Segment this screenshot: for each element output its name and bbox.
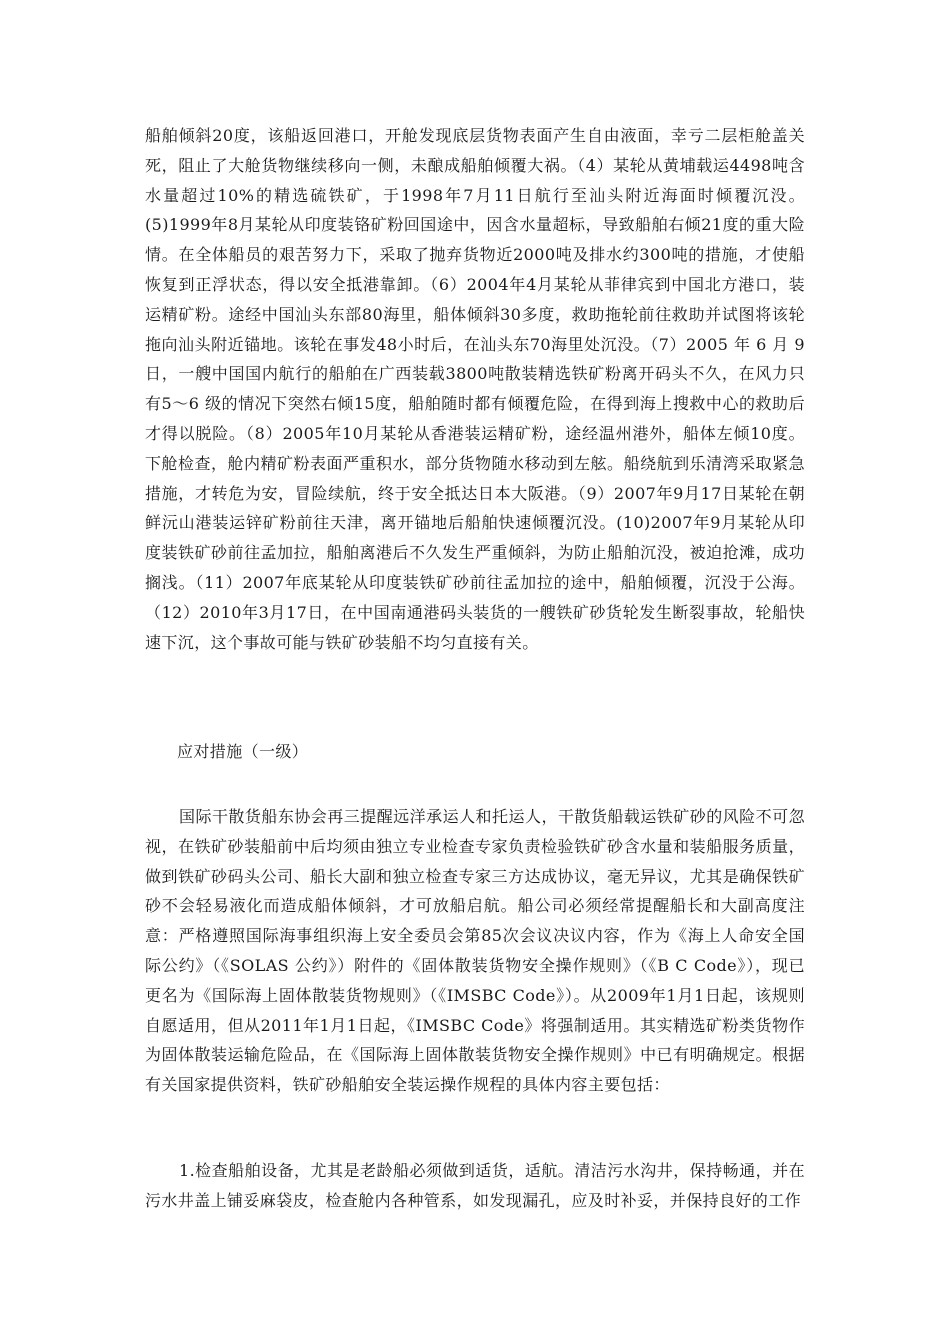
body-paragraph-incidents: 船舶倾斜20度，该船返回港口，开舱发现底层货物表面产生自由液面，幸亏二层柜舱盖关死，阻止了大舱货物继续移向一侧，未酿成船舶倾覆大祸。（4）某轮从黄埔载运4498吨含水量超过10%的精选硫铁矿，于1998年7月11日航行至汕头附近海面时倾覆沉没。(5)1999年8月某轮从印度装铬矿粉回国途中，因含水量超标，导致船舶右倾21度的重大险情。在全体船员的艰苦努力下，采取了抛弃货物近2000吨及排水约300吨的措施，才使船恢复到正浮状态，得以安全抵港靠卸。（6）2004年4月某轮从菲律宾到中国北方港口，装运精矿粉。途经中国汕头东部80海里，船体倾斜30多度，救助拖轮前往救助并试图将该轮拖向汕头附近锚地。该轮在事发48小时后，在汕头东70海里处沉没。（7）2005 年 6 月 9 日，一艘中国国内航行的船舶在广西装载3800吨散装精选铁矿粉离开码头不久，在风力只有5～6 级的情况下突然右倾15度，船舶随时都有倾覆危险，在得到海上搜救中心的救助后才得以脱险。（8）2005年10月某轮从香港装运精矿粉，途经温州港外，船体左倾10度。下舱检查，舱内精矿粉表面严重积水，部分货物随水移动到左舷。船绕航到乐清湾采取紧急措施，才转危为安，冒险续航，终于安全抵达日本大阪港。（9）2007年9月17日某轮在朝鲜沅山港装运锌矿粉前往天津，离开锚地后船舶快速倾覆沉没。(10)2007年9月某轮从印度装铁矿砂前往孟加拉，船舶离港后不久发生严重倾斜，为防止船舶沉没，被迫抢滩，成功搁浅。（11）2007年底某轮从印度装铁矿砂前往孟加拉的途中，船舶倾覆，沉没于公海。（12）2010年3月17日，在中国南通港码头装货的一艘铁矿砂货轮发生断裂事故，轮船快速下沉，这个事故可能与铁矿砂装船不均匀直接有关。: [145, 126, 805, 652]
body-paragraph-step-1: 1.检查船舶设备，尤其是老龄船必须做到适货，适航。清洁污水沟井，保持畅通，并在污水井盖上铺妥麻袋皮，检查舱内各种管系，如发现漏孔，应及时补妥，并保持良好的工作: [145, 1161, 805, 1210]
body-paragraph-measures: 国际干散货船东协会再三提醒远洋承运人和托运人，干散货船载运铁矿砂的风险不可忽视，在铁矿砂装船前中后均须由独立专业检查专家负责检验铁矿砂含水量和装船服务质量，做到铁矿砂码头公司、船长大副和独立检查专家三方达成协议，毫无异议，尤其是确保铁矿砂不会轻易液化而造成船体倾斜，才可放船启航。船公司必须经常提醒船长和大副高度注意：严格遵照国际海事组织海上安全委员会第85次会议决议内容，作为《海上人命安全国际公约》（《SOLAS 公约》）附件的《固体散装货物安全操作规则》（《B C Code》），现已更名为《国际海上固体散装货物规则》（《IMSBC Code》）。从2009年1月1日起，该规则自愿适用，但从2011年1月1日起，《IMSBC Code》将强制适用。其实精选矿粉类货物作为固体散装运输危险品，在《国际海上固体散装货物安全操作规则》中已有明确规定。根据有关国家提供资料，铁矿砂船舶安全装运操作规程的具体内容主要包括：: [145, 807, 805, 1095]
section-heading: 应对措施（一级）: [177, 742, 309, 761]
